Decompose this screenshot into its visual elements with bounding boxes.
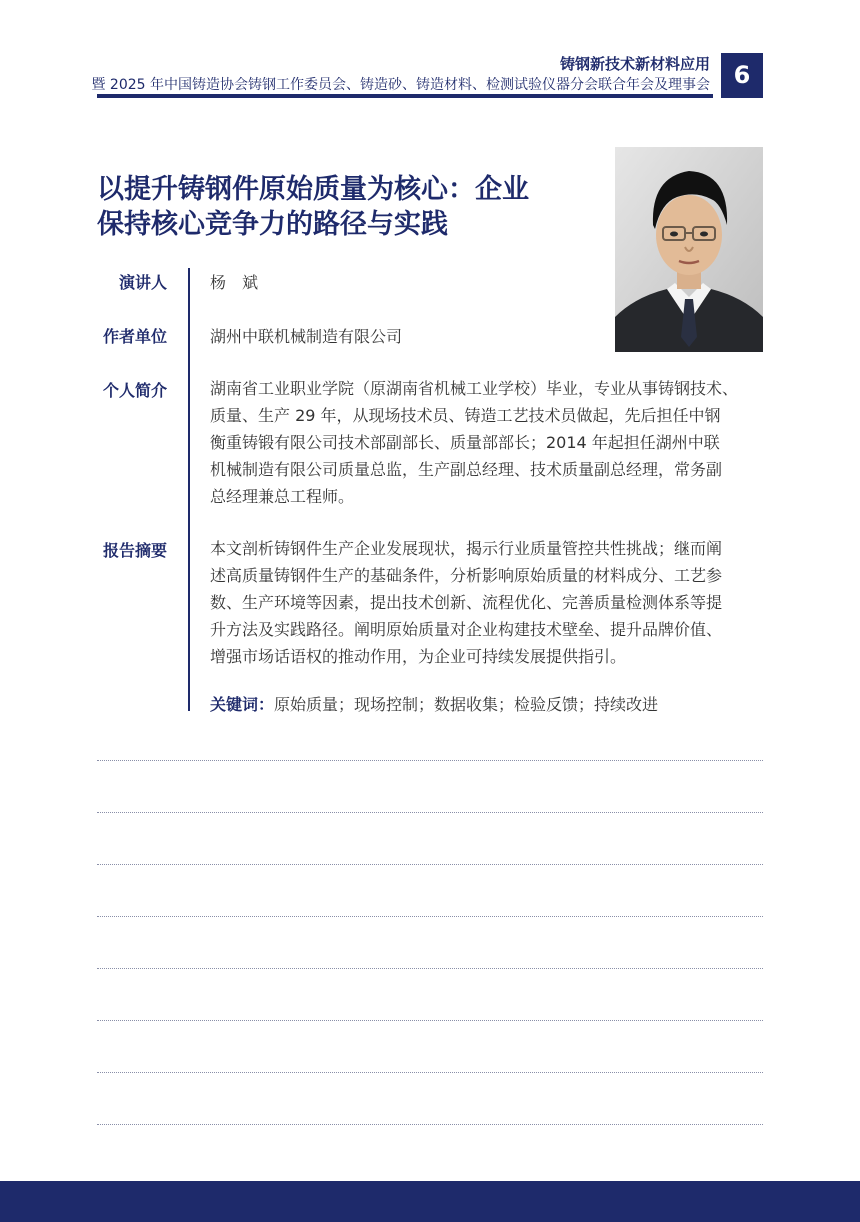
speaker-label: 演讲人 xyxy=(118,273,167,292)
article-title xyxy=(97,172,597,242)
note-line xyxy=(97,1072,763,1073)
title-line: 以提升铸钢件原始质量为核心：企业 xyxy=(97,174,529,205)
note-line xyxy=(97,916,763,917)
bio-line: 质量、生产 29 年，从现场技术员、铸造工艺技术员做起，先后担任中钢 xyxy=(210,406,721,425)
bio-text xyxy=(210,375,770,510)
title-line: 保持核心竞争力的路径与实践 xyxy=(97,209,448,240)
event-title: 暨 2025 年中国铸造协会铸钢工作委员会、铸造砂、铸造材料、检测试验仪器分会联合年会及理事会 xyxy=(91,77,710,93)
abstract-line: 本文剖析铸钢件生产企业发展现状，揭示行业质量管控共性挑战；继而阐 xyxy=(210,539,723,558)
note-line xyxy=(97,1124,763,1125)
bio-line: 总经理兼总工程师。 xyxy=(210,487,355,506)
bio-line: 衡重铸锻有限公司技术部副部长、质量部部长；2014 年起担任湖州中联 xyxy=(210,433,720,452)
abstract-line: 升方法及实践路径。阐明原始质量对企业构建技术壁垒、提升品牌价值、 xyxy=(210,620,723,639)
portrait-illustration xyxy=(615,147,763,352)
keywords xyxy=(210,692,658,715)
bio-line: 湖南省工业职业学院（原湖南省机械工业学校）毕业，专业从事铸钢技术、 xyxy=(210,379,739,398)
abstract-line: 数、生产环境等因素，提出技术创新、流程优化、完善质量检测体系等提 xyxy=(210,593,723,612)
note-line xyxy=(97,812,763,813)
speaker-portrait xyxy=(615,147,763,352)
footer-band xyxy=(0,1181,860,1222)
keywords-value: 原始质量；现场控制；数据收集；检验反馈；持续改进 xyxy=(274,695,659,714)
section-title: 铸钢新技术新材料应用 xyxy=(559,55,710,73)
vertical-divider xyxy=(188,268,190,711)
note-line xyxy=(97,864,763,865)
abstract-line: 述高质量铸钢件生产的基础条件，分析影响原始质量的材料成分、工艺参 xyxy=(210,566,723,585)
keywords-label: 关键词： xyxy=(210,695,275,714)
header-rule xyxy=(97,94,713,98)
bio-label: 个人简介 xyxy=(102,381,167,400)
affiliation-label: 作者单位 xyxy=(102,327,167,346)
note-line xyxy=(97,760,763,761)
bio-line: 机械制造有限公司质量总监，生产副总经理、技术质量副总经理，常务副 xyxy=(210,460,723,479)
speaker-name: 杨 斌 xyxy=(210,273,259,292)
page-number: 6 xyxy=(721,53,763,98)
abstract-text xyxy=(210,535,770,670)
note-line xyxy=(97,968,763,969)
abstract-label: 报告摘要 xyxy=(102,541,167,560)
affiliation-value: 湖州中联机械制造有限公司 xyxy=(210,327,403,346)
note-line xyxy=(97,1020,763,1021)
abstract-line: 增强市场话语权的推动作用，为企业可持续发展提供指引。 xyxy=(210,647,627,666)
